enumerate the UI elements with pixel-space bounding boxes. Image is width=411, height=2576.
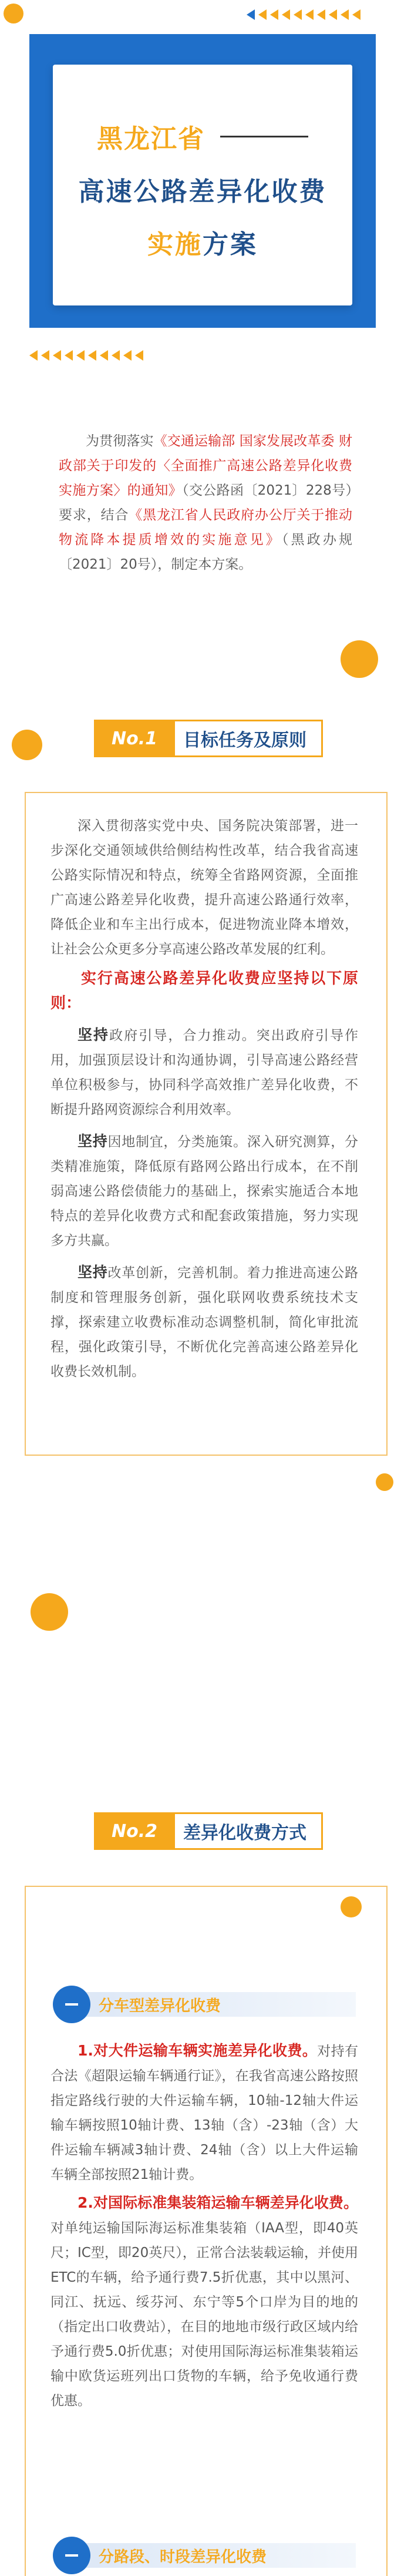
intro-paragraph [59, 429, 352, 577]
principle-2 [50, 1129, 358, 1253]
title-main: 高速公路差异化收费 [78, 177, 327, 207]
item-2-head: 2.对国际标准集装箱运输车辆差异化收费。 [78, 2194, 358, 2211]
principle-1-keyword: 坚持 [78, 1026, 110, 1043]
decor-dot [341, 640, 378, 678]
subsection2-title: 分路段、时段差异化收费 [73, 2543, 356, 2568]
item-2 [50, 2191, 358, 2413]
intro-text-1: 为贯彻落实 [86, 434, 154, 449]
decor-dot [376, 1473, 393, 1491]
title-sub [53, 223, 352, 261]
subsection1-heading [53, 1986, 356, 2023]
section1-heading [94, 720, 323, 757]
section2-title: 差异化收费方式 [175, 1812, 323, 1850]
section1-content [50, 814, 358, 1384]
title-rule [220, 136, 308, 137]
title-card [53, 65, 352, 305]
decor-dot [31, 1593, 68, 1631]
decor-arrows-bottom [29, 350, 143, 361]
subsection2-heading [53, 2537, 356, 2574]
principle-3-keyword: 坚持 [78, 1264, 108, 1281]
principle-2-text: 因地制宜，分类施策。深入研究测算，分类精准施策，降低原有路网公路出行成本，在不削弱高速公路偿债能力的基础上，探索实施适合本地特点的差异化收费方式和配套政策措施，努力实现多方共赢。 [50, 1134, 358, 1248]
subsection2-badge [53, 2537, 90, 2574]
section2-content [50, 2038, 358, 2413]
principle-3-text: 改革创新，完善机制。着力推进高速公路制度和管理服务创新，强化联网收费系统技术支撑，探索建立收费标准动态调整机制，简化审批流程，强化政策引导，不断优化完善高速公路差异化收费长效机制。 [50, 1265, 358, 1379]
intro-text-3: （黑政办规〔2021〕20号），制定本方案。 [59, 532, 353, 572]
principle-1 [50, 1023, 358, 1122]
item-1 [50, 2038, 358, 2187]
decor-arrows-top [247, 9, 361, 20]
title-sub-rest: 方案 [203, 230, 258, 260]
title-sub-highlight: 实施 [147, 230, 203, 260]
decor-dot [12, 730, 42, 760]
item-1-text: 对持有合法《超限运输车辆通行证》，在我省高速公路按照指定路线行驶的大件运输车辆，10轴-12轴大件运输车辆按照10轴计费、13轴（含）-23轴（含）大件运输车辆减3轴计费、24轴（含）以上大件运输车辆全部按照21轴计费。 [50, 2044, 358, 2182]
section1-para1: 深入贯彻落实党中央、国务院决策部署，进一步深化交通领域供给侧结构性改革，结合我省高速公路实际情况和特点，统筹全省路网资源，全面推广高速公路差异化收费，提升高速公路通行效率，降低企业和车主出行成本，促进物流业降本增效，让社会公众更多分享高速公路改革发展的红利。 [50, 818, 358, 957]
intro-ref-1: 《交通运输部 国家发展改革委 财政部关于印发的〈全面推广高速公路差异化收费实施方案〉的通知》 [59, 434, 352, 498]
principle-2-keyword: 坚持 [78, 1133, 108, 1150]
item-1-head: 1.对大件运输车辆实施差异化收费。 [78, 2042, 318, 2059]
section1-number: No.1 [94, 720, 175, 757]
title-province: 黑龙江省 [97, 124, 205, 154]
header [0, 0, 411, 376]
item-2-text: 对单纯运输国际海运标准集装箱（IAA型，即40英尺；IC型，即20英尺），正常合法装载运输，并使用ETC的车辆，给予通行费7.5折优惠，其中以黑河、同江、抚远、绥芬河、东宁等5个口岸为目的地的（指定出口收费站），在目的地地市级行政区域内给予通行费5.0折优惠；对使用国际海运标准集装箱运输中欧货运班列出口货物的车辆，给予免收通行费优惠。 [50, 2221, 358, 2409]
section1-title: 目标任务及原则 [175, 720, 323, 757]
principle-3 [50, 1260, 358, 1384]
subsection1-badge [53, 1986, 90, 2023]
principle-1-text: 政府引导，合力推动。突出政府引导作用，加强顶层设计和沟通协调，引导高速公路经营单位积极参与，协同科学高效推广差异化收费，不断提升路网资源综合利用效率。 [50, 1028, 358, 1117]
intro-text-2: （交公路函〔2021〕228号）要求，结合 [59, 483, 352, 523]
intro-ref-2: 《黑龙江省人民政府办公厅关于推动物流降本提质增效的实施意见》 [59, 508, 353, 548]
subsection1-title: 分车型差异化收费 [73, 1992, 356, 2017]
section1-principle-head: 实行高速公路差异化收费应坚持以下原则： [50, 970, 358, 1012]
section2-number: No.2 [94, 1812, 175, 1850]
section2-heading [94, 1812, 323, 1850]
